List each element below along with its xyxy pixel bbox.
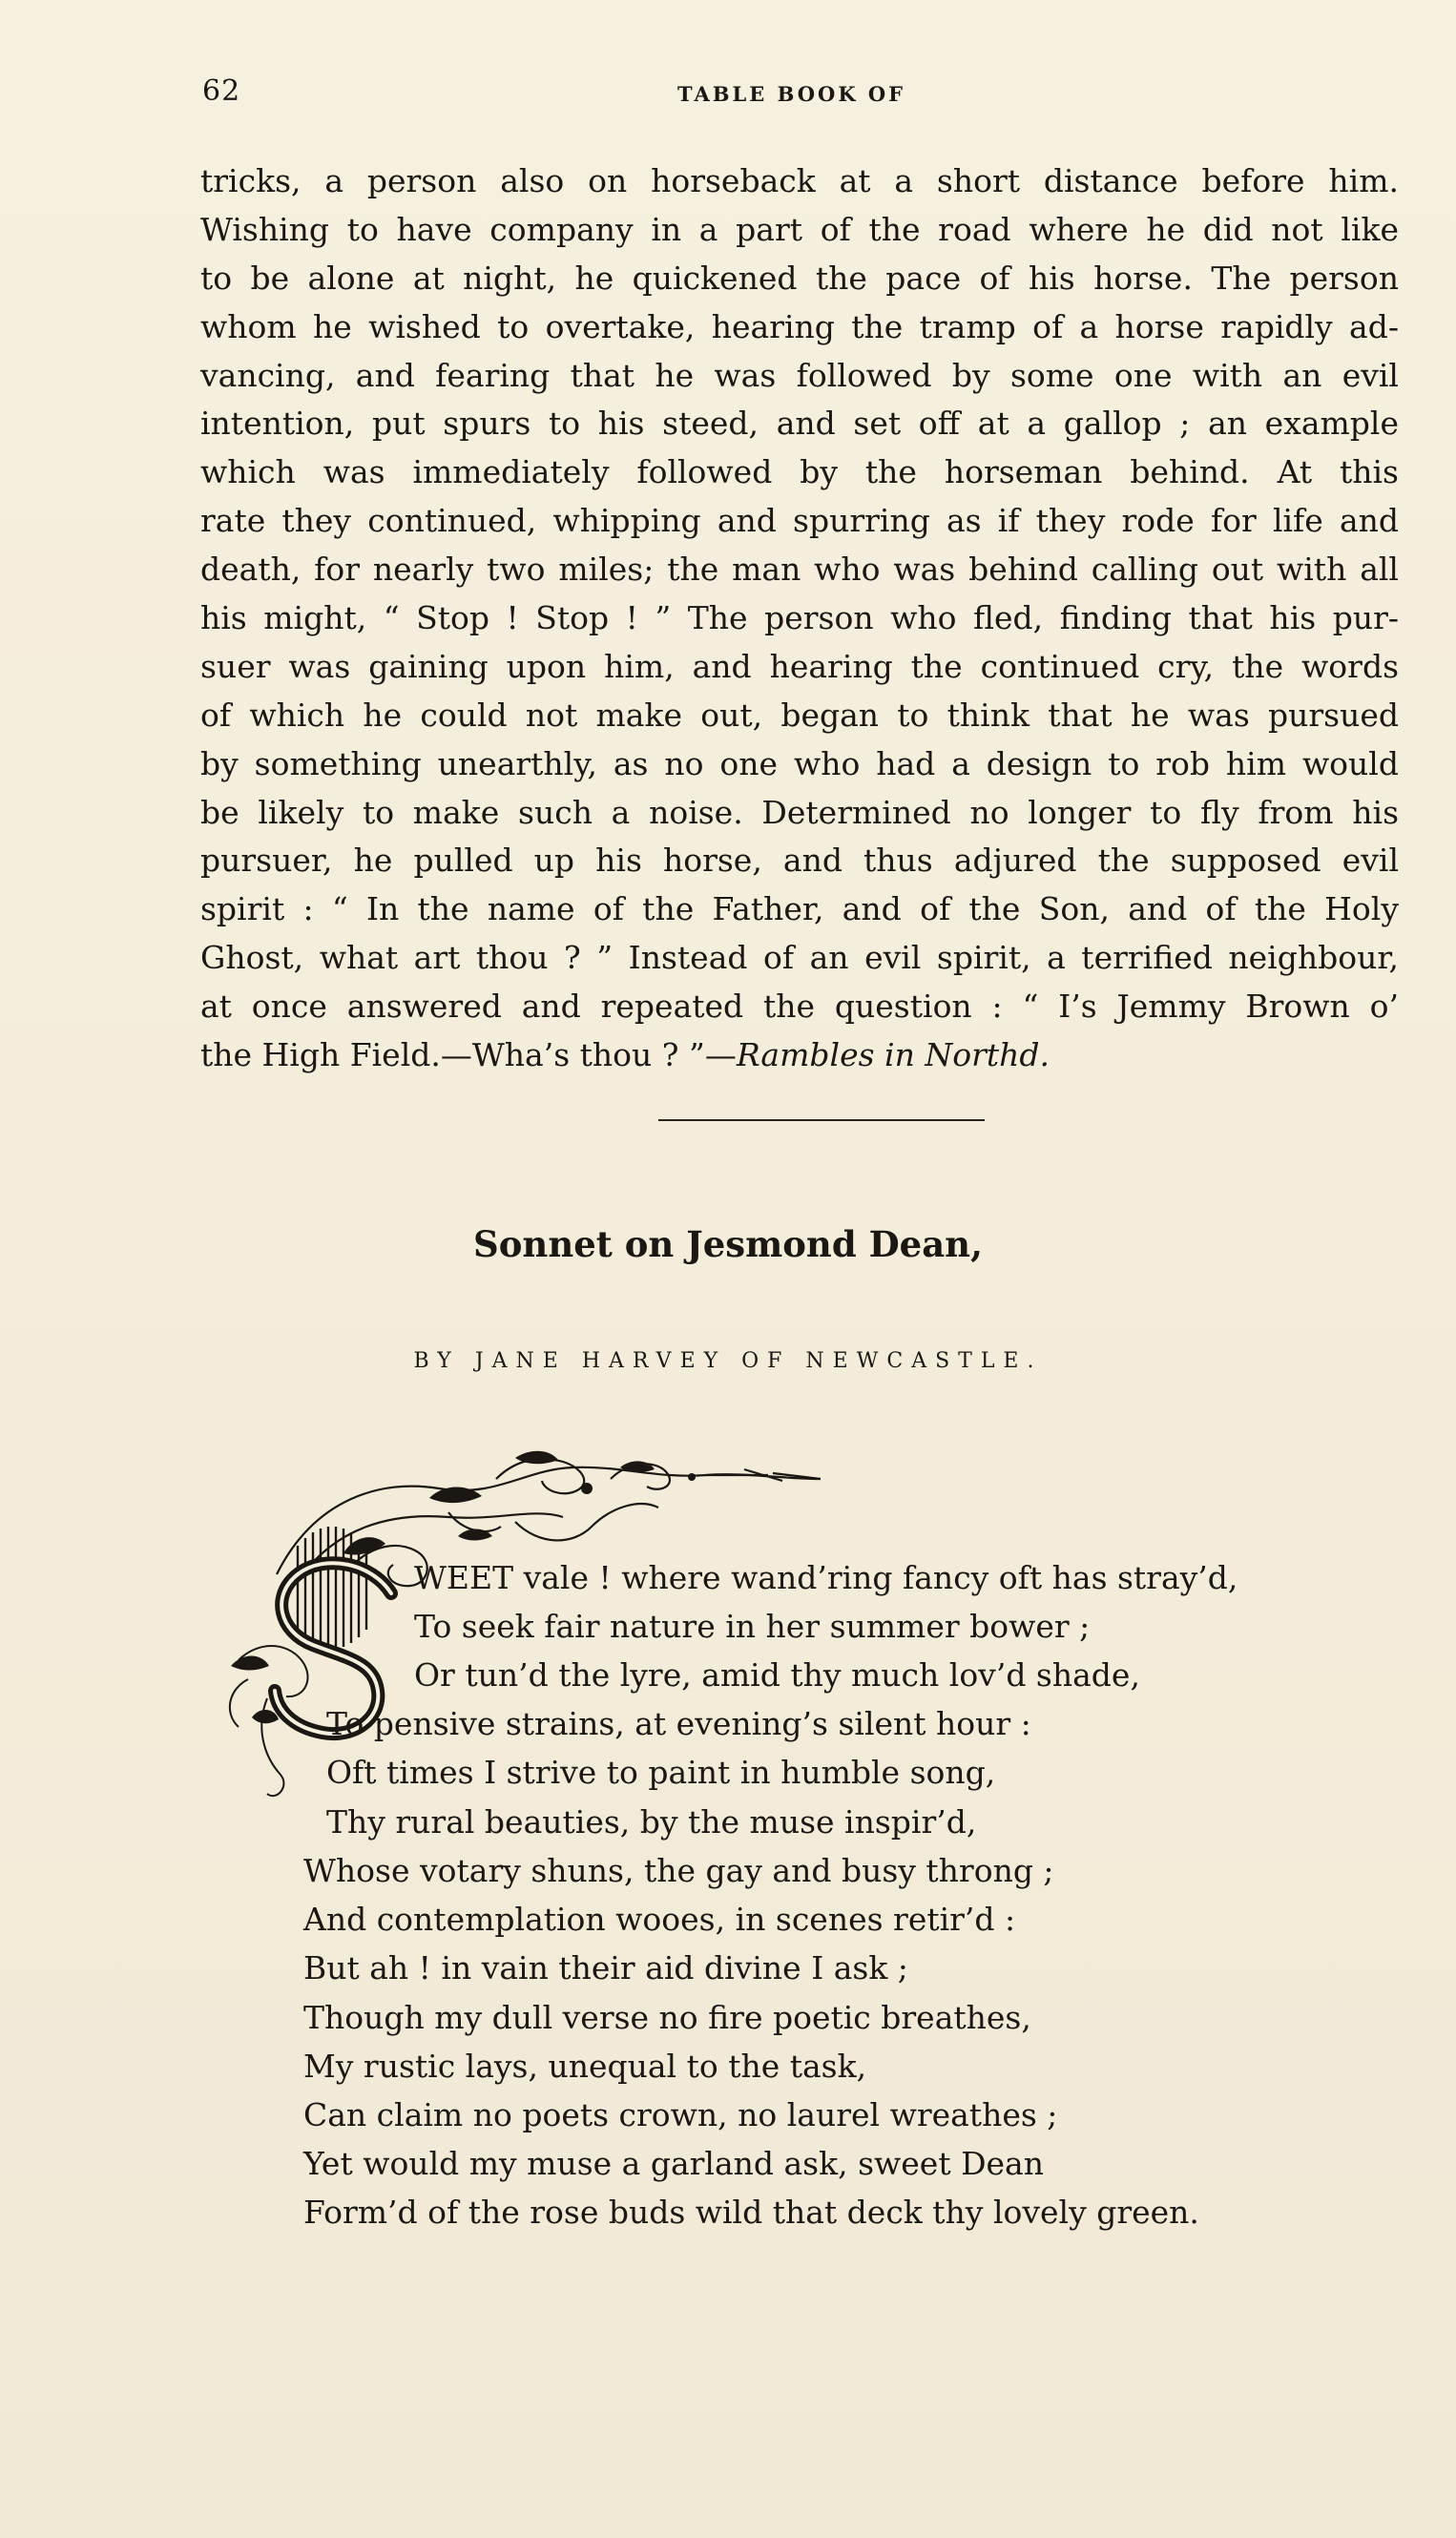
prose-line: be likely to make such a noise. Determined no longer to fly from his	[200, 793, 1399, 831]
poem-line: Or tun’d the lyre, amid thy much lov’d shade,	[414, 1656, 1140, 1694]
prose-line: at once answered and repeated the question : “ I’s Jemmy Brown o’	[200, 988, 1399, 1026]
prose-line: which was immediately followed by the horseman behind. At this	[200, 453, 1399, 491]
poem-line: Thy rural beauties, by the muse inspir’d,	[326, 1803, 977, 1841]
section-divider	[658, 1119, 985, 1121]
prose-paragraph	[200, 157, 1399, 1080]
prose-line: his might, “ Stop ! Stop ! ” The person who fled, finding that his pur-	[200, 599, 1399, 637]
prose-last-line-text: the High Field.—Wha’s thou ? ”—	[200, 1036, 737, 1074]
poem-line: WEET vale ! where wand’ring fancy oft has stray’d,	[414, 1559, 1238, 1596]
prose-line: death, for nearly two miles; the man who was behind calling out with all	[200, 551, 1399, 589]
poem-line: My rustic lays, unequal to the task,	[303, 2048, 867, 2085]
source-citation: Rambles in Northd.	[736, 1036, 1050, 1074]
poem-line: Whose votary shuns, the gay and busy throng ;	[303, 1852, 1054, 1889]
prose-line: vancing, and fearing that he was followed by some one with an evil	[200, 356, 1399, 394]
prose-line: Wishing to have company in a part of the road where he did not like	[200, 210, 1399, 248]
prose-line: of which he could not make out, began to think that he was pursued	[200, 696, 1399, 734]
prose-line: intention, put spurs to his steed, and set off at a gallop ; an example	[200, 405, 1399, 443]
poem-line: But ah ! in vain their aid divine I ask ;	[303, 1949, 908, 1987]
prose-line: Ghost, what art thou ? ” Instead of an evil spirit, a terrified neighbour,	[200, 939, 1399, 977]
prose-line: tricks, a person also on horseback at a short distance before him.	[200, 162, 1399, 199]
prose-line: pursuer, he pulled up his horse, and thus adjured the supposed evil	[200, 842, 1399, 880]
prose-line: spirit : “ In the name of the Father, and of the Son, and of the Holy	[200, 890, 1399, 928]
poem-line: Form’d of the rose buds wild that deck thy lovely green.	[303, 2194, 1199, 2231]
prose-last-line	[200, 1031, 1399, 1080]
prose-line: rate they continued, whipping and spurring as if they rode for life and	[200, 502, 1399, 540]
poem-line: Oft times I strive to paint in humble song,	[326, 1754, 996, 1791]
poem-line: To pensive strains, at evening’s silent hour :	[326, 1705, 1031, 1742]
poem-title: Sonnet on Jesmond Dean,	[473, 1223, 983, 1265]
prose-line: whom he wished to overtake, hearing the tramp of a horse rapidly ad-	[200, 307, 1399, 345]
page-number: 62	[202, 74, 241, 108]
poem-line: And contemplation wooes, in scenes retir’d :	[303, 1901, 1016, 1938]
poem-line: To seek fair nature in her summer bower ;	[414, 1608, 1091, 1645]
prose-line: by something unearthly, as no one who had a design to rob him would	[200, 744, 1399, 782]
poem-line: Can claim no poets crown, no laurel wreathes ;	[303, 2096, 1058, 2133]
poem-line: Yet would my muse a garland ask, sweet Dean	[303, 2145, 1044, 2182]
poem-byline: BY JANE HARVEY OF NEWCASTLE.	[413, 1349, 1043, 1373]
running-head: TABLE BOOK OF	[677, 82, 906, 106]
prose-line: suer was gaining upon him, and hearing the continued cry, the words	[200, 647, 1399, 685]
prose-line: to be alone at night, he quickened the pace of his horse. The person	[200, 259, 1399, 297]
poem-line: Though my dull verse no fire poetic breathes,	[303, 1999, 1031, 2036]
